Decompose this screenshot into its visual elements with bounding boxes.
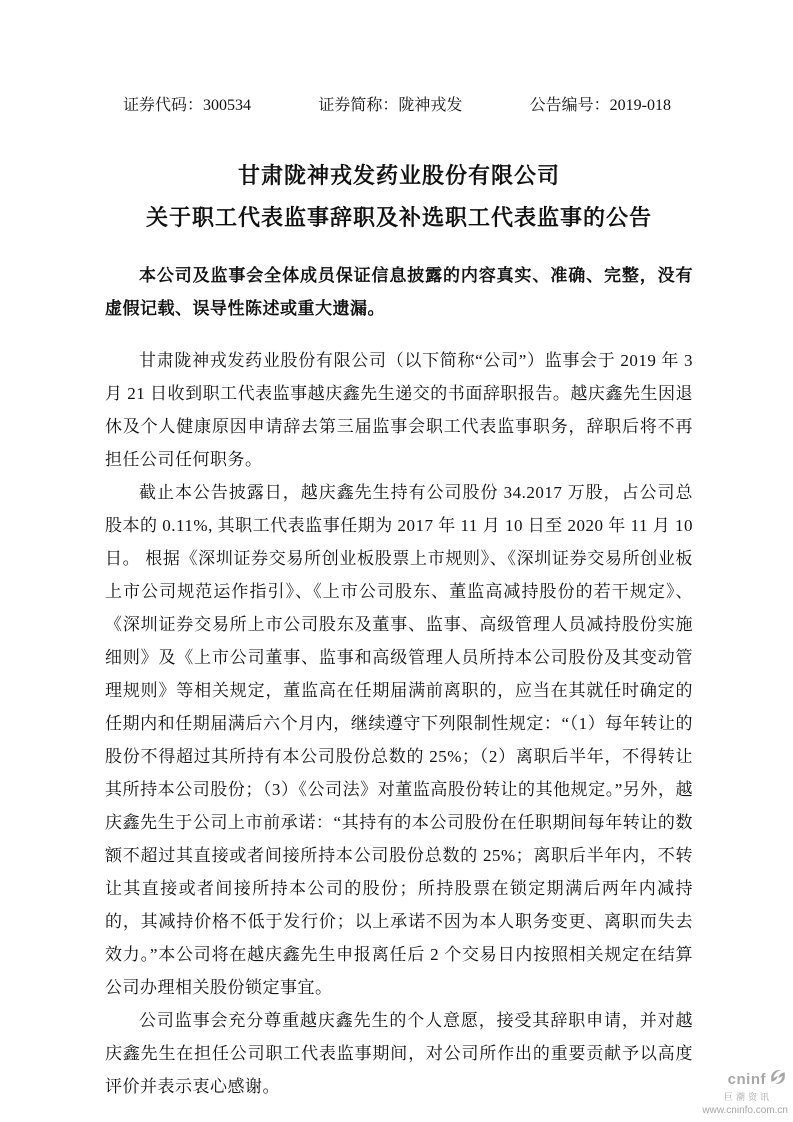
cninfo-logo-row xyxy=(702,1068,788,1091)
stock-name-label: 证券简称： xyxy=(318,97,399,114)
cninfo-watermark xyxy=(702,1068,788,1116)
stock-code xyxy=(123,95,251,117)
stock-name xyxy=(318,95,462,117)
document-title-line-1: 甘肃陇神戎发药业股份有限公司 xyxy=(237,163,560,188)
stock-code-value: 300534 xyxy=(203,97,252,114)
cninfo-logo-text: cninf xyxy=(727,1070,766,1088)
cninfo-chinese-name: 巨潮资讯 xyxy=(723,1092,772,1103)
truthfulness-declaration: 本公司及监事会全体成员保证信息披露的内容真实、准确、完整，没有虚假记载、误导性陈述或重大遗漏。 xyxy=(105,266,693,318)
document-header xyxy=(105,0,693,117)
cninfo-url: www.cninfo.com.cn xyxy=(702,1104,788,1116)
cninfo-swirl-icon xyxy=(768,1068,788,1091)
announcement-number-label: 公告编号： xyxy=(529,97,610,114)
announcement-number-value: 2019-018 xyxy=(609,97,671,114)
paragraph-shareholding-and-rules: 截止本公告披露日，越庆鑫先生持有公司股份 34.2017 万股，占公司总股本的 0.11%, 其职工代表监事任期为 2017 年 11 月 10 日至 2020 年 11 月 10 日。 根据《深圳证券交易所创业板股票上市规则》、《深圳证券交易所创业板上市公司规范运作指引》、《上市公司股东、董监高减持股份的若干规定》、《深圳证券交易所上市公司股东及董事、监事、高级管理人员减持股份实施细则》及《上市公司董事、监事和高级管理人员所持本公司股份及其变动管理规则》等相关规定，董监高在任期届满前离职的，应当在其就任时确定的任期内和任期届满后六个月内，继续遵守下列限制性规定：“（1）每年转让的股份不得超过其所持有本公司股份总数的 25%；（2）离职后半年，不得转让其所持本公司股份；（3）《公司法》对董监高股份转让的其他规定。”另外，越庆鑫先生于公司上市前承诺：“其持有的本公司股份在任职期间每年转让的数额不超过其直接或者间接所持本公司股份总数的 25%；离职后半年内，不转让其直接或者间接所持本公司的股份；所持股票在锁定期满后两年内减持的，其减持价格不低于发行价；以上承诺不因为本人职务变更、离职而失去效力。”本公司将在越庆鑫先生申报离任后 2 个交易日内按照相关规定在结算公司办理相关股份锁定事宜。 xyxy=(105,483,693,997)
paragraph-resignation-notice: 甘肃陇神戎发药业股份有限公司（以下简称“公司”）监事会于 2019 年 3 月 21 日收到职工代表监事越庆鑫先生递交的书面辞职报告。越庆鑫先生因退休及个人健康原因申请辞去第三届监事会职工代表监事职务，辞职后将不再担任公司任何职务。 xyxy=(105,351,693,469)
stock-code-label: 证券代码： xyxy=(123,97,204,114)
announcement-number xyxy=(530,95,671,117)
document-title-line-2: 关于职工代表监事辞职及补选职工代表监事的公告 xyxy=(145,205,652,230)
stock-name-value: 陇神戎发 xyxy=(398,97,463,114)
paragraph-board-acknowledgement: 公司监事会充分尊重越庆鑫先生的个人意愿，接受其辞职申请，并对越庆鑫先生在担任公司职工代表监事期间，对公司所作出的重要贡献予以高度评价并表示衷心感谢。 xyxy=(105,1011,693,1096)
document-content xyxy=(105,0,693,1103)
